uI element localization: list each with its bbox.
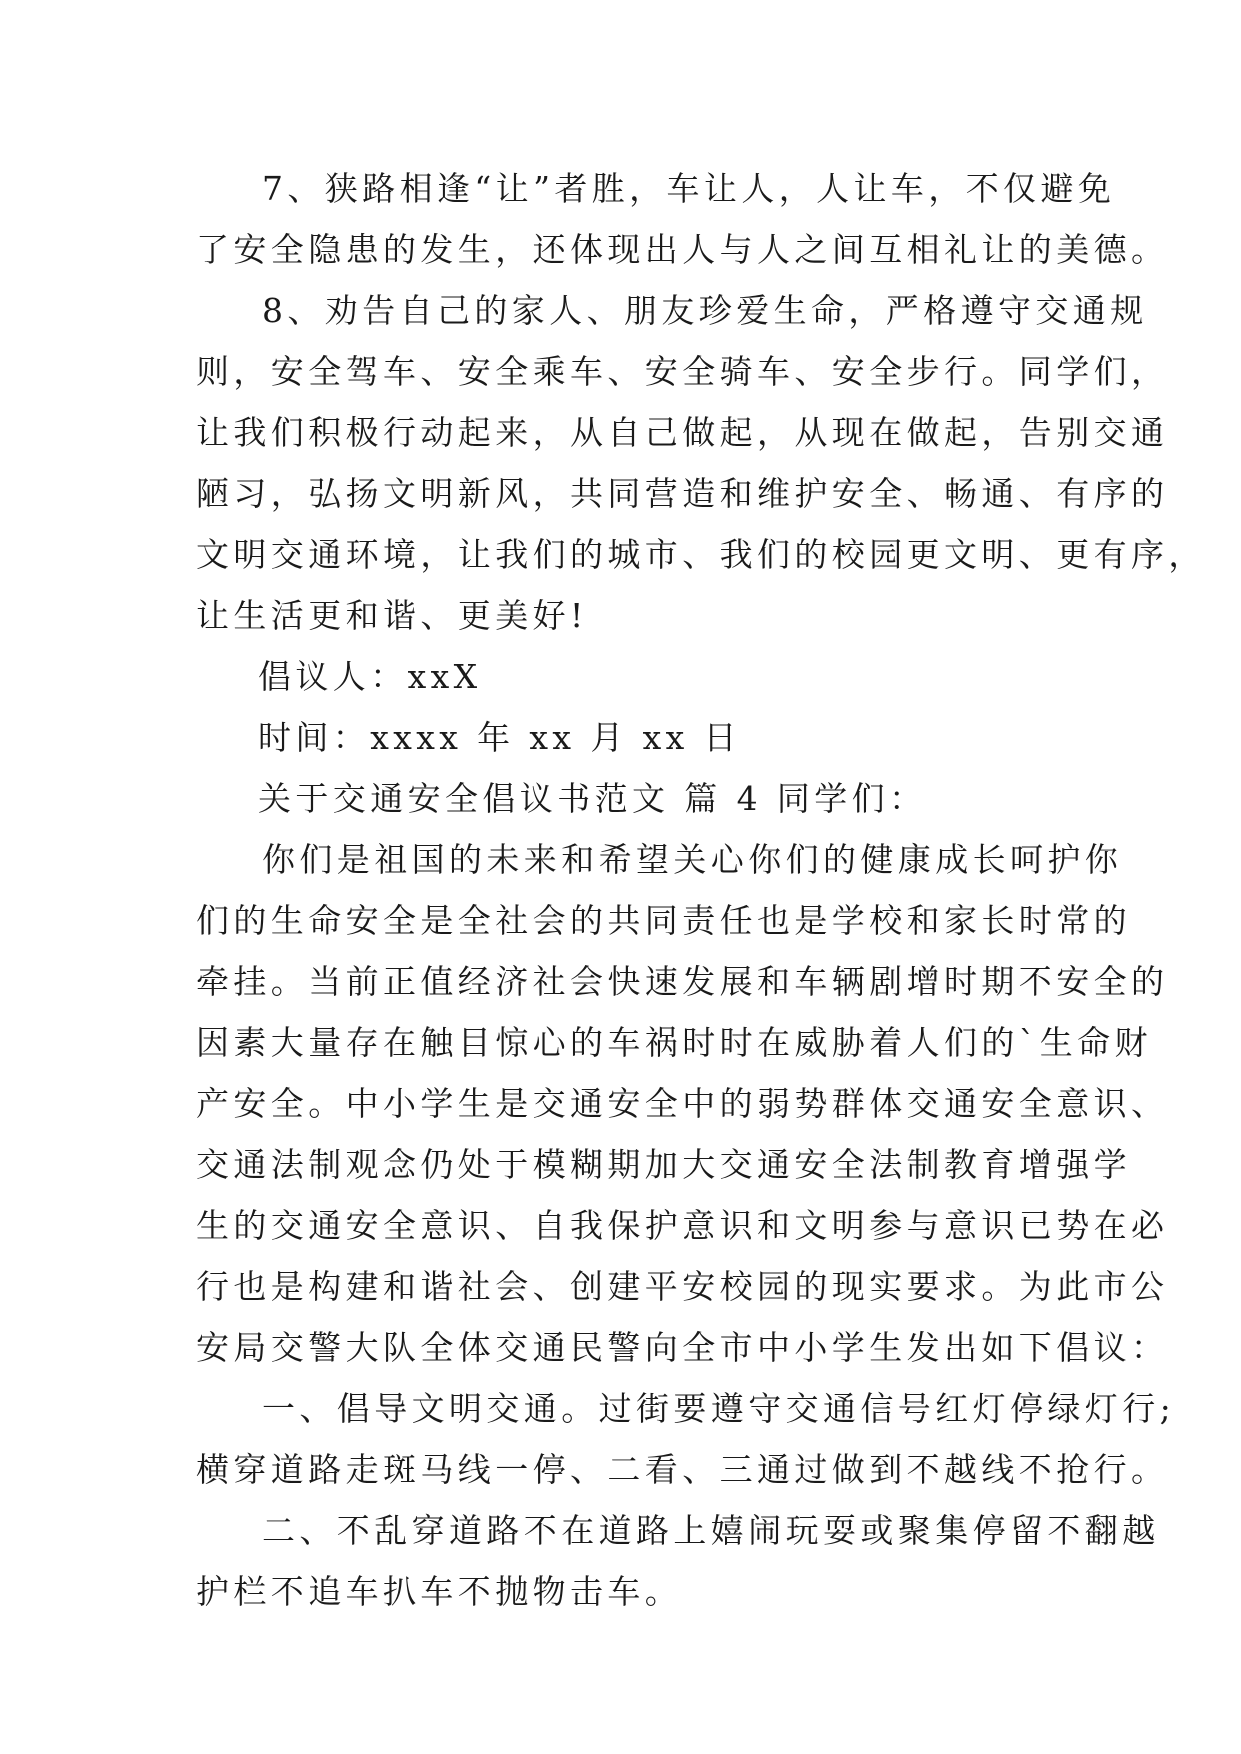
text-line: 行也是构建和谐社会、创建平安校园的现实要求。为此市公 (196, 1267, 1169, 1306)
initiator-line: 倡议人：xxX (258, 657, 482, 696)
text-line: 一、倡导文明交通。过街要遵守交通信号红灯停绿灯行; (262, 1389, 1176, 1428)
text-line: 横穿道路走斑马线一停、二看、三通过做到不越线不抢行。 (196, 1450, 1169, 1489)
section-heading: 关于交通安全倡议书范文 篇 4 同学们： (258, 779, 927, 818)
text-line: 产安全。中小学生是交通安全中的弱势群体交通安全意识、 (196, 1084, 1169, 1123)
text-line: 了安全隐患的发生，还体现出人与人之间互相礼让的美德。 (196, 230, 1169, 269)
text-line: 文明交通环境，让我们的城市、我们的校园更文明、更有序， (196, 535, 1206, 574)
text-line: 陋习，弘扬文明新风，共同营造和维护安全、畅通、有序的 (196, 474, 1169, 513)
text-line: 因素大量存在触目惊心的车祸时时在威胁着人们的`生命财 (196, 1023, 1152, 1062)
text-line: 二、不乱穿道路不在道路上嬉闹玩耍或聚集停留不翻越 (262, 1511, 1160, 1550)
text-line: 让我们积极行动起来，从自己做起，从现在做起，告别交通 (196, 413, 1169, 452)
text-line: 们的生命安全是全社会的共同责任也是学校和家长时常的 (196, 901, 1131, 940)
text-line: 8、劝告自己的家人、朋友珍爱生命，严格遵守交通规 (262, 291, 1148, 330)
text-line: 生的交通安全意识、自我保护意识和文明参与意识已势在必 (196, 1206, 1169, 1245)
text-line: 交通法制观念仍处于模糊期加大交通安全法制教育增强学 (196, 1145, 1131, 1184)
text-line: 安局交警大队全体交通民警向全市中小学生发出如下倡议： (196, 1328, 1169, 1367)
text-line: 牵挂。当前正值经济社会快速发展和车辆剧增时期不安全的 (196, 962, 1169, 1001)
text-line: 则，安全驾车、安全乘车、安全骑车、安全步行。同学们， (196, 352, 1169, 391)
text-line: 护栏不追车扒车不抛物击车。 (196, 1572, 683, 1611)
text-line: 7、狭路相逢“让”者胜，车让人，人让车，不仅避免 (262, 169, 1116, 208)
text-line: 让生活更和谐、更美好! (196, 596, 588, 635)
date-line: 时间：xxxx 年 xx 月 xx 日 (258, 718, 741, 757)
document-body (196, 158, 1206, 1622)
text-line: 你们是祖国的未来和希望关心你们的健康成长呵护你 (262, 840, 1123, 879)
